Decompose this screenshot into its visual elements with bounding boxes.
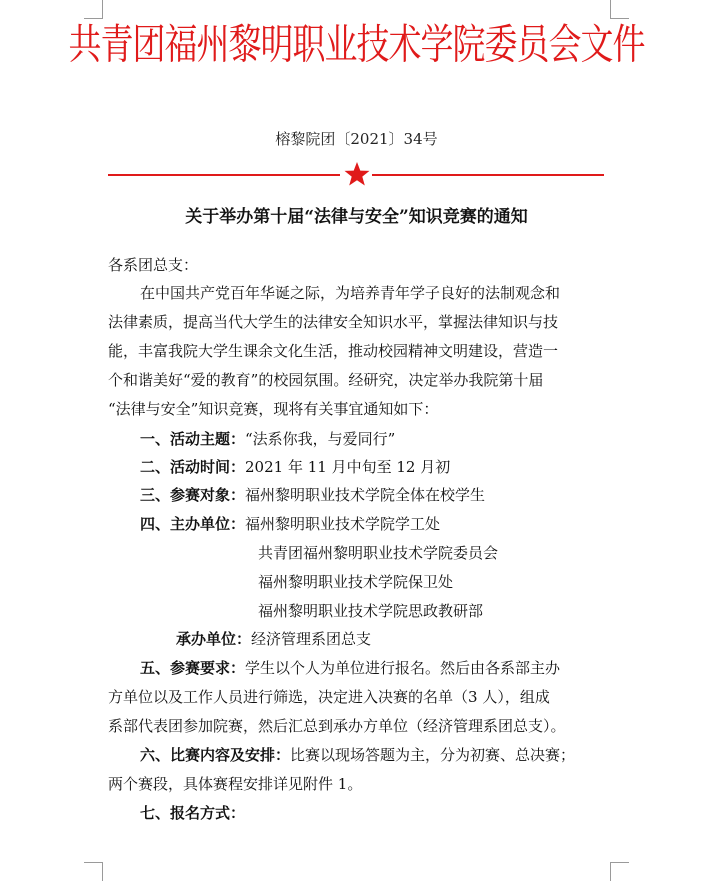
- content-label: 六、比赛内容及安排：: [140, 746, 291, 764]
- participants-value: 福州黎明职业技术学院全体在校学生: [245, 486, 486, 504]
- red-star-icon: [343, 160, 371, 188]
- theme-row: [140, 428, 395, 449]
- intro-line: 法律素质，提高当代大学生的法律安全知识水平，掌握法律知识与技: [108, 313, 559, 331]
- document-number: 榕黎院团〔2021〕34号: [275, 130, 438, 148]
- content-row: [140, 744, 575, 765]
- red-divider-left: [108, 174, 340, 176]
- host-value: 共青团福州黎明职业技术学院委员会: [258, 544, 499, 562]
- intro-line: 个和谐美好“爱的教育”的校园氛围。经研究，决定举办我院第十届: [108, 371, 544, 389]
- host-value: 福州黎明职业技术学院思政教研部: [258, 602, 484, 620]
- crop-mark-bottom-left: [84, 862, 103, 881]
- signup-label: 七、报名方式：: [140, 804, 246, 822]
- salutation: 各系团总支：: [108, 256, 199, 274]
- requirements-row: [140, 657, 560, 678]
- time-label: 二、活动时间：: [140, 458, 246, 476]
- theme-value: “法系你我，与爱同行”: [245, 430, 396, 448]
- time-value: 2021 年 11 月中旬至 12 月初: [245, 458, 451, 476]
- crop-mark-bottom-right: [610, 862, 629, 881]
- host-label: 四、主办单位：: [140, 515, 246, 533]
- intro-line: 能，丰富我院大学生课余文化生活，推动校园精神文明建设，营造一: [108, 342, 559, 360]
- participants-row: [140, 484, 485, 505]
- organizer-row: [176, 628, 371, 649]
- notice-title: 关于举办第十届“法律与安全”知识竞赛的通知: [185, 207, 528, 227]
- requirements-text: 系部代表团参加院赛，然后汇总到承办方单位（经济管理系团总支）。: [108, 717, 566, 735]
- host-value: 福州黎明职业技术学院学工处: [245, 515, 441, 533]
- organizer-value: 经济管理系团总支: [251, 630, 372, 648]
- intro-line: 在中国共产党百年华诞之际，为培养青年学子良好的法制观念和: [140, 284, 561, 302]
- requirements-label: 五、参赛要求：: [140, 659, 246, 677]
- document-header-title: 共青团福州黎明职业技术学院委员会文件: [68, 19, 645, 69]
- red-divider-right: [372, 174, 604, 176]
- intro-line: “法律与安全”知识竞赛，现将有关事宜通知如下：: [108, 400, 439, 418]
- requirements-text: 方单位以及工作人员进行筛选，决定进入决赛的名单（3 人），组成: [108, 688, 550, 706]
- participants-label: 三、参赛对象：: [140, 486, 246, 504]
- content-text: 两个赛段，具体赛程安排详见附件 1。: [108, 775, 363, 793]
- theme-label: 一、活动主题：: [140, 430, 246, 448]
- host-value: 福州黎明职业技术学院保卫处: [258, 573, 454, 591]
- host-row: [140, 513, 440, 534]
- organizer-label: 承办单位：: [176, 630, 252, 648]
- content-text: 比赛以现场答题为主，分为初赛、总决赛；: [290, 746, 576, 764]
- time-row: [140, 456, 450, 477]
- requirements-text: 学生以个人为单位进行报名。然后由各系部主办: [245, 659, 561, 677]
